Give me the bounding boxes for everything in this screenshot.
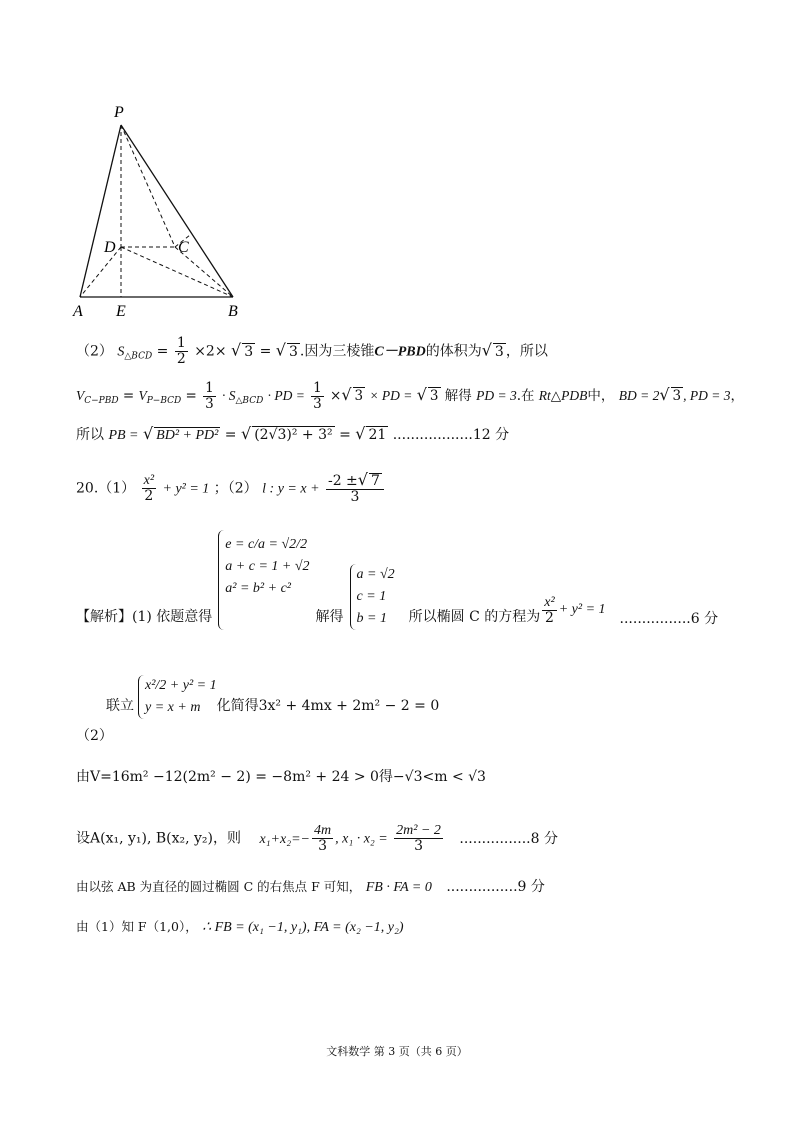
pb-line bbox=[76, 424, 509, 444]
text: 所以 bbox=[76, 427, 104, 443]
radical-sign: √ bbox=[659, 385, 670, 404]
score: ................8 分 bbox=[459, 830, 558, 847]
frac-den: 3 bbox=[350, 489, 360, 505]
equation: c = 1 bbox=[356, 589, 387, 604]
s-symbol: S bbox=[117, 344, 125, 360]
radical-sign: √ bbox=[341, 385, 352, 404]
text: · PD = bbox=[267, 388, 305, 403]
text: , PD = 3 bbox=[683, 388, 731, 403]
label-D: D bbox=[104, 239, 116, 256]
v-symbol: V bbox=[138, 388, 147, 403]
equals: = bbox=[259, 343, 272, 360]
equals: = bbox=[156, 343, 169, 360]
sqrt-value: 3 bbox=[289, 343, 298, 360]
ellipse-fraction bbox=[542, 595, 556, 626]
text: x₁+x₂=− bbox=[259, 831, 310, 847]
s-sub: △BCD bbox=[235, 396, 264, 406]
sqrt-value: 21 bbox=[368, 427, 387, 443]
frac-num: -2 ± bbox=[327, 473, 358, 489]
text: 所以椭圆 C 的方程为 bbox=[408, 609, 541, 625]
equation: x²/2 + y² = 1 bbox=[145, 678, 217, 693]
text: 由以弦 AB 为直径的圆过椭圆 C 的右焦点 F 可知， bbox=[76, 879, 362, 894]
radical-sign: √ bbox=[240, 424, 252, 443]
circle-line bbox=[76, 876, 545, 896]
text: 中， bbox=[587, 388, 615, 404]
text: 由（1）知 F（1,0）， bbox=[76, 919, 198, 934]
sqrt-value: 3 bbox=[244, 343, 254, 360]
s-subscript: △BCD bbox=[124, 351, 153, 362]
ellipse-fraction bbox=[142, 473, 156, 504]
equals: = bbox=[122, 388, 135, 404]
text: + y² = 1 bbox=[558, 602, 606, 617]
text: 的体积为 bbox=[425, 343, 482, 360]
part2-system bbox=[76, 675, 439, 745]
v-symbol: V bbox=[76, 388, 85, 403]
equals: = bbox=[224, 427, 237, 443]
text: 解得 bbox=[444, 388, 472, 404]
frac-num: x² bbox=[544, 595, 555, 610]
frac-num: 2m² − 2 bbox=[396, 823, 441, 838]
pyramid-name: C－PBD bbox=[374, 344, 426, 360]
simplified-equation: 化简得3x² + 4mx + 2m² − 2 = 0 bbox=[216, 698, 440, 714]
text: ，则 bbox=[213, 830, 242, 847]
sqrt-value: 3 bbox=[672, 388, 682, 404]
volume-line: $V_{C-PBD} = V_{P-BCD}$ = $\frac{1}{3}$ · $S_{\triangle BCD}$ · PD = $\frac{1}{3}$ ×√ 3 × PD = √ 3 解得 PD = 3.在 Rt△PDB中， BD = 2√ 3 , PD = 3， bbox=[76, 380, 744, 412]
sqrt-value: (2√3)² + 3² bbox=[254, 427, 333, 443]
score: ................9 分 bbox=[446, 879, 545, 895]
sum-fraction bbox=[312, 823, 333, 854]
delta-line: 由V=16m² −12(2m² − 2) = −8m² + 24 > 0得−√3<m < √3 bbox=[76, 769, 486, 785]
q20-answer bbox=[76, 472, 386, 505]
equals: = bbox=[185, 388, 197, 404]
text: PB = bbox=[108, 428, 139, 443]
text: PD = 3 bbox=[476, 388, 517, 403]
v-sub: P−BCD bbox=[146, 396, 182, 406]
label-P: P bbox=[114, 104, 124, 121]
page-footer: 文科数学 第 3 页（共 6 页） bbox=[326, 1045, 468, 1058]
text: 设A(x₁, y₁), B(x₂, y₂) bbox=[76, 830, 214, 847]
separator: ；（2） bbox=[213, 480, 258, 497]
frac-den: 2 bbox=[144, 488, 154, 504]
system-3 bbox=[138, 675, 217, 719]
equation: e = c/a = √2/2 bbox=[225, 537, 308, 552]
pyramid-figure bbox=[70, 95, 250, 320]
radical-sign: √ bbox=[481, 340, 492, 360]
frac-num: 1 bbox=[176, 335, 186, 351]
frac-den: 3 bbox=[318, 838, 327, 854]
text: ，所以 bbox=[505, 343, 548, 360]
label-B: B bbox=[228, 303, 238, 320]
frac-num: 1 bbox=[205, 380, 214, 396]
frac-den: 2 bbox=[176, 351, 186, 367]
fraction-half bbox=[175, 336, 188, 367]
radical-sign: √ bbox=[275, 340, 286, 360]
final-line bbox=[76, 917, 404, 936]
line-l: l : y = x + bbox=[262, 481, 320, 497]
radical-sign: √ bbox=[142, 424, 154, 443]
fraction-third bbox=[311, 381, 324, 412]
radical-sign: √ bbox=[231, 340, 242, 360]
radical-sign: √ bbox=[355, 424, 366, 443]
radical-sign: √ bbox=[416, 385, 427, 404]
frac-den: 3 bbox=[414, 838, 424, 854]
frac-num: 1 bbox=[313, 380, 322, 396]
text: 解得 bbox=[315, 609, 344, 625]
label-E: E bbox=[116, 303, 126, 320]
text: Rt△PDB bbox=[538, 388, 588, 403]
sqrt-value: 3 bbox=[354, 388, 364, 404]
text: .因为三棱锥 bbox=[299, 343, 375, 360]
text: BD = 2 bbox=[618, 388, 660, 403]
fraction-third bbox=[203, 381, 216, 412]
label-A: A bbox=[73, 303, 83, 320]
score: ................6 分 bbox=[619, 611, 719, 627]
system-2 bbox=[350, 564, 395, 630]
v-sub: C−PBD bbox=[84, 396, 119, 406]
sqrt-value: 3 bbox=[429, 388, 439, 404]
vieta-line bbox=[76, 823, 558, 854]
label-C: C bbox=[178, 239, 189, 256]
text: 联立 bbox=[106, 698, 134, 714]
score: ..................12 分 bbox=[392, 427, 510, 443]
question-number: 20.（1） bbox=[76, 480, 136, 497]
line-fraction bbox=[326, 472, 384, 505]
prod-fraction bbox=[394, 823, 443, 854]
frac-den: 2 bbox=[545, 610, 554, 626]
text: × PD = bbox=[369, 388, 413, 403]
system-1 bbox=[218, 530, 309, 630]
text: · S bbox=[222, 388, 236, 403]
equation: a² = b² + c² bbox=[225, 581, 291, 596]
equation: y = x + m bbox=[145, 700, 201, 715]
text: .在 bbox=[516, 388, 535, 404]
analysis-tag: 【解析】(1) 依题意得 bbox=[76, 609, 213, 625]
frac-den: 3 bbox=[313, 396, 322, 412]
text: ， bbox=[730, 388, 744, 404]
equation: a + c = 1 + √2 bbox=[225, 559, 310, 574]
part-number: （2） bbox=[76, 343, 113, 360]
analysis-part1 bbox=[76, 530, 718, 630]
frac-num: 4m bbox=[313, 823, 332, 838]
radical-sign: √ bbox=[357, 470, 368, 489]
sqrt-value: 3 bbox=[494, 343, 504, 360]
text: , x₁ · x₂ = bbox=[335, 831, 388, 847]
vector-expression: ∴ FB = (x₁ −1, y₁), FA = (x₂ −1, y₂) bbox=[202, 920, 404, 935]
part-number: （2） bbox=[76, 728, 113, 744]
equation: b = 1 bbox=[356, 611, 387, 626]
equals: = bbox=[339, 427, 351, 443]
dot-product: FB · FA = 0 bbox=[365, 880, 432, 895]
part2-line-1 bbox=[76, 336, 548, 367]
frac-num: x² bbox=[143, 473, 155, 488]
equation: a = √2 bbox=[356, 567, 395, 582]
sqrt-value: BD² + PD² bbox=[156, 428, 219, 443]
sqrt-value: 7 bbox=[371, 473, 380, 489]
times-two: ×2× bbox=[194, 343, 227, 360]
frac-den: 3 bbox=[205, 396, 214, 412]
text: + y² = 1 bbox=[162, 481, 210, 497]
